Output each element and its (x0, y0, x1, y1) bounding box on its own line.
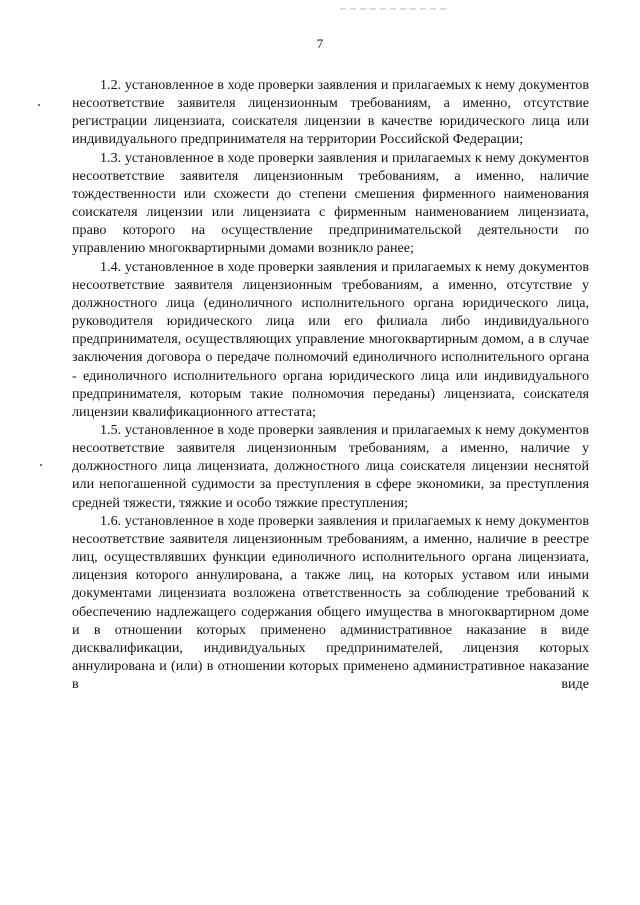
scan-artifact (340, 8, 450, 10)
page-number: 7 (316, 36, 324, 51)
paragraph-1-6: 1.6. установленное в ходе проверки заявления и прилагаемых к нему документов несоответствие заявителя лицензионным требованиям, а именно, наличие в реестре лиц, осуществлявших функции единоличного исполнительного органа лицензиата, лицензия которого аннулирована, а также лиц, на которых уставом или иными документами лицензиата возложена ответственность за соблюдение требований к обеспечению надлежащего содержания общего имущества в многоквартирном доме и в отношении которых применено административное наказание в виде дисквалификации, индивидуальных предпринимателей, лицензия которых аннулирована и (или) в отношении которых применено административное наказание в виде (72, 512, 589, 693)
paragraph-1-2: 1.2. установленное в ходе проверки заявления и прилагаемых к нему документов несоответствие заявителя лицензионным требованиям, а именно, отсутствие регистрации лицензиата, соискателя лицензии в качестве юридического лица или индивидуального предпринимателя на территории Российской Федерации; (72, 77, 589, 148)
paragraph-1-4: 1.4. установленное в ходе проверки заявления и прилагаемых к нему документов несоответствие заявителя лицензионным требованиям, а именно, отсутствие у должностного лица (единоличного исполнительного органа юридического лица, руководителя юридического лица или его филиала либо индивидуального предпринимателя, осуществляющих управление многоквартирным домом, а в случае заключения договора о передаче полномочий единоличного исполнительного органа - единоличного исполнительного органа юридического лица или индивидуального предпринимателя, которым такие полномочия переданы) лицензиата, соискателя лицензии квалификационного аттестата; (72, 258, 589, 420)
margin-dot (38, 104, 40, 106)
paragraph-1-5: 1.5. установленное в ходе проверки заявления и прилагаемых к нему документов несоответствие заявителя лицензионным требованиям, а именно, наличие у должностного лица лицензиата, должностного лица соискателя лицензии неснятой или непогашенной судимости за преступления в сфере экономики, за преступления средней тяжести, тяжкие и особо тяжкие преступления; (72, 421, 589, 511)
margin-dot (40, 464, 42, 466)
paragraph-1-3: 1.3. установленное в ходе проверки заявления и прилагаемых к нему документов несоответствие заявителя лицензионным требованиям, а именно, наличие тождественности или схожести до степени смешения фирменного наименования соискателя лицензии или лицензиата с фирменным наименованием лицензиата, право которого на осуществление предпринимательской деятельности по управлению многоквартирными домами возникло ранее; (72, 149, 589, 257)
document-body (72, 76, 589, 693)
